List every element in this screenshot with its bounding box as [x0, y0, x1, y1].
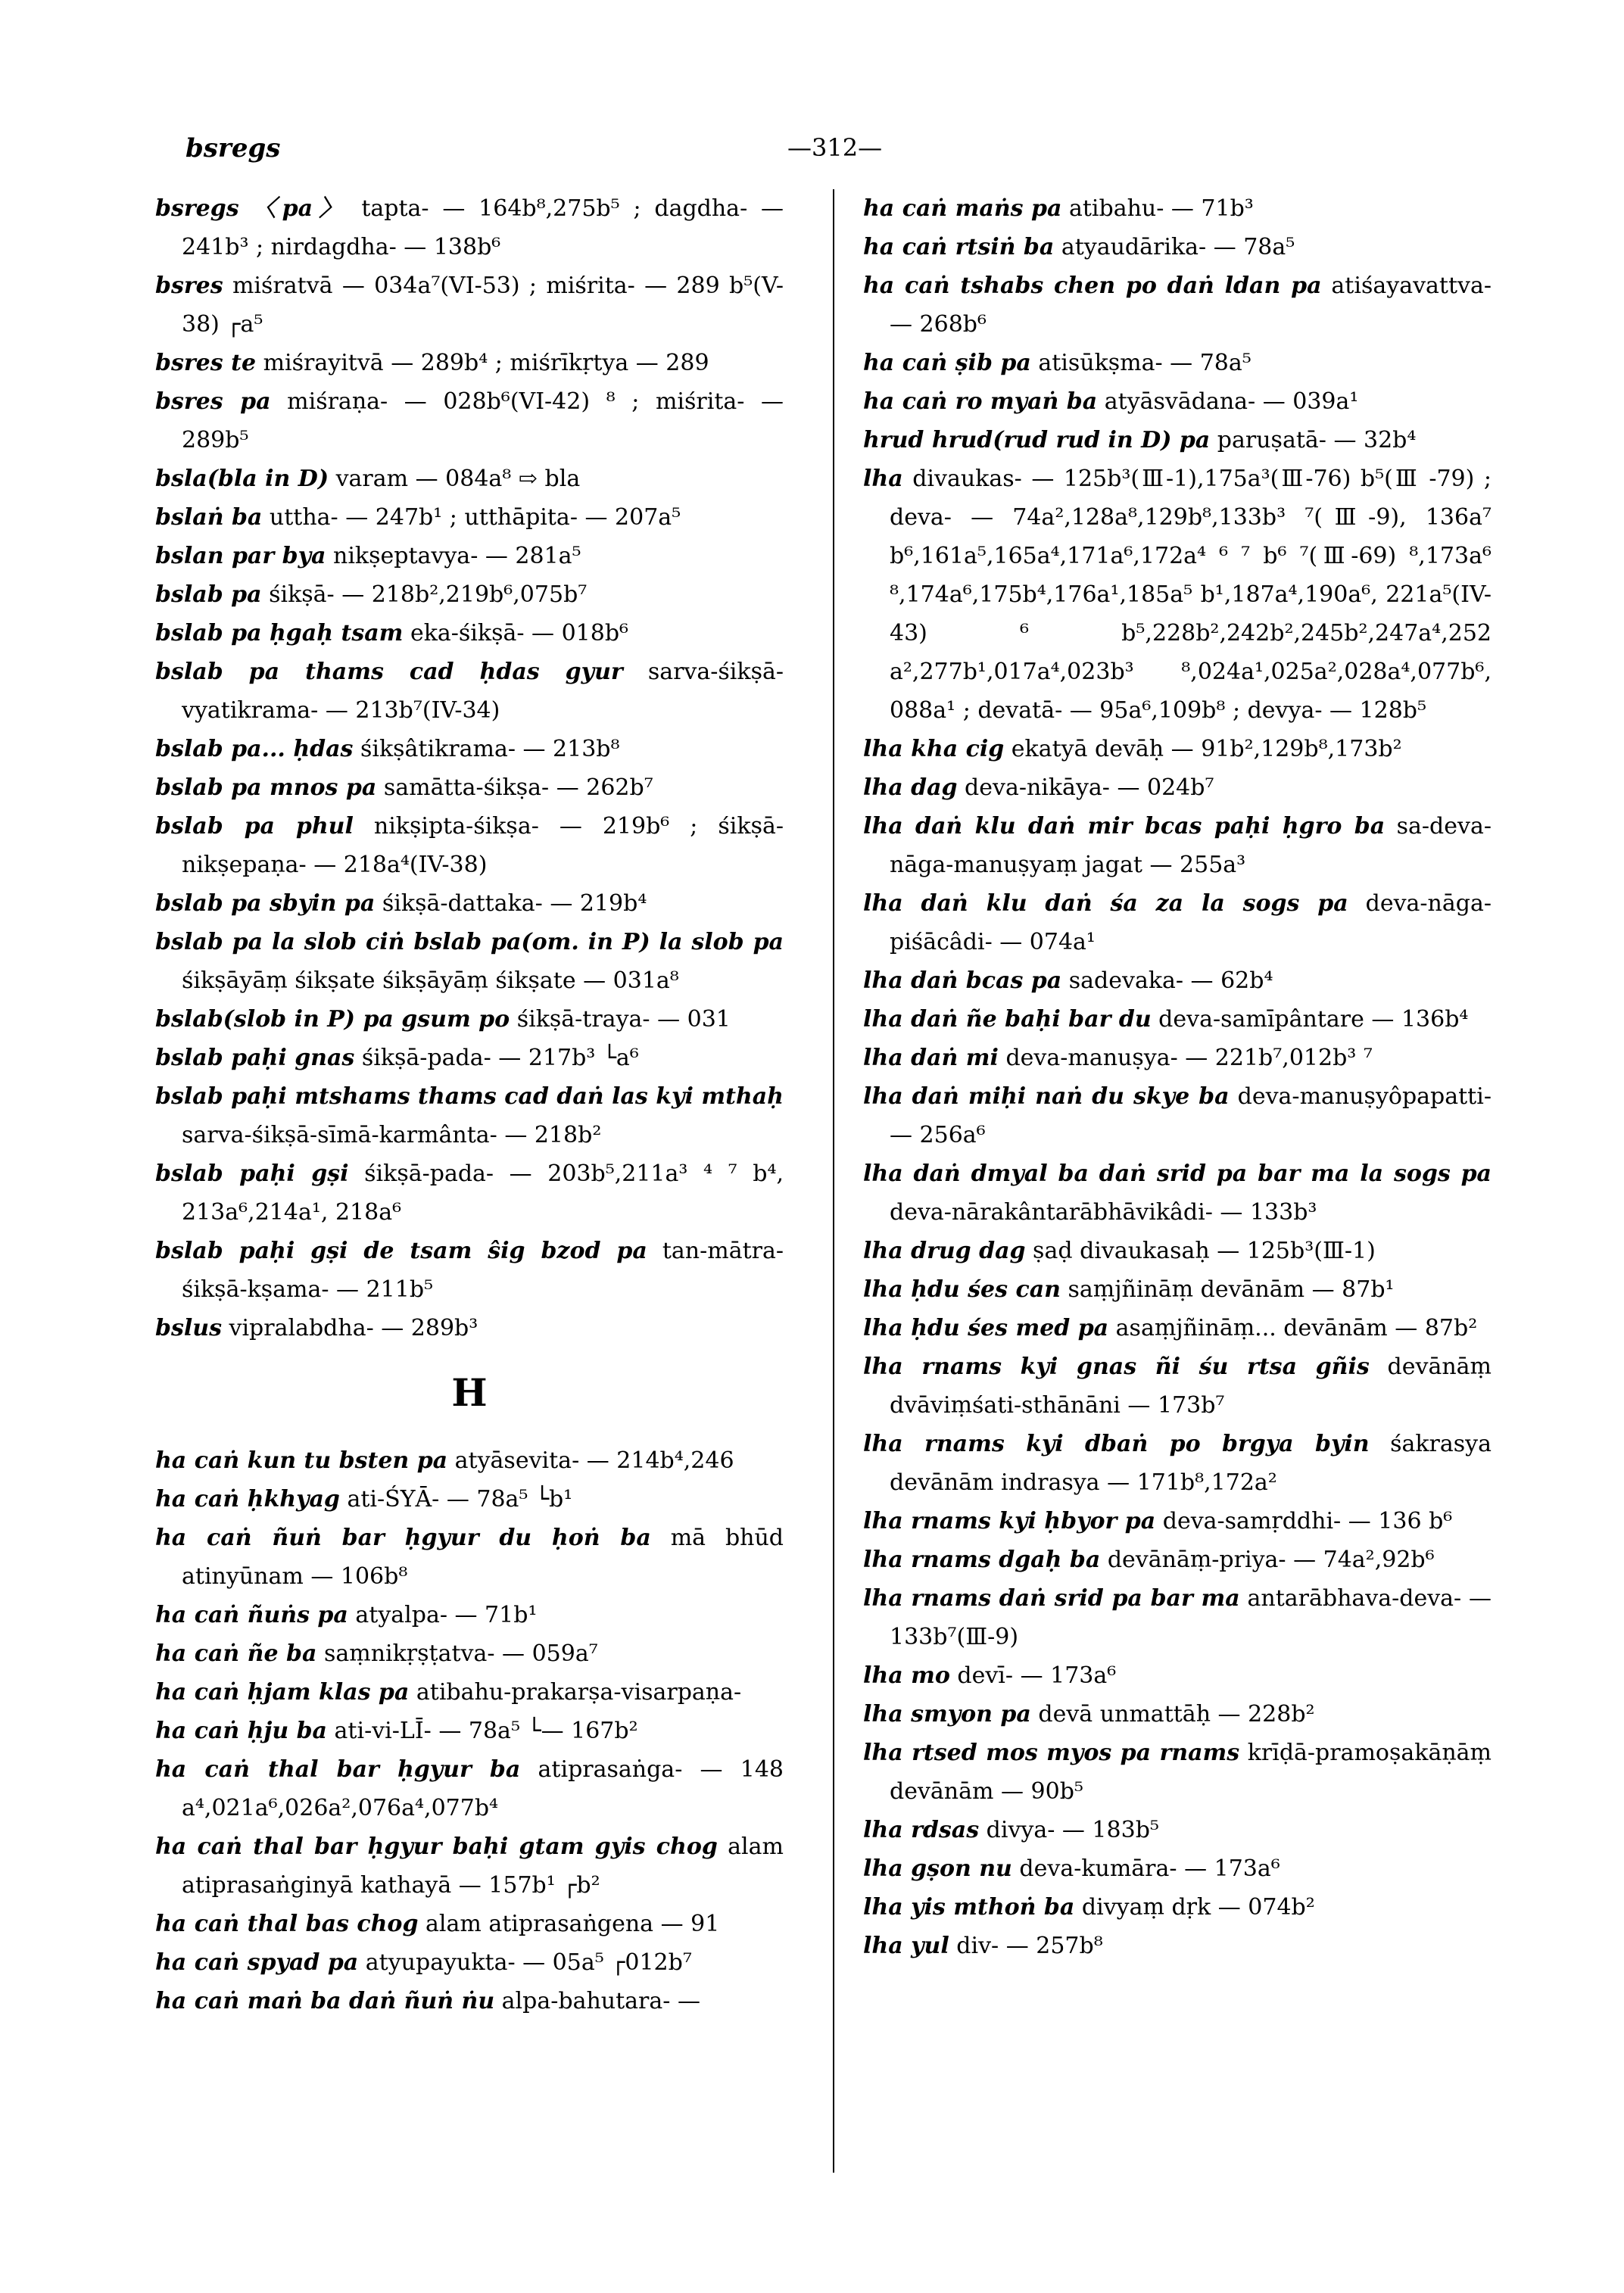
dictionary-entry: [155, 575, 784, 614]
entry-headword: lha daṅ dmyal ba daṅ srid pa bar ma la sogs pa: [863, 1161, 1492, 1187]
entry-headword: lha daṅ mi: [863, 1045, 999, 1071]
dictionary-entry: [863, 1077, 1492, 1154]
entry-headword: ha caṅ spyad pa: [155, 1949, 359, 1976]
entry-headword: ha caṅ ṣib pa: [863, 350, 1031, 376]
dictionary-entry: [155, 344, 784, 382]
entry-headword: ha caṅ ro myaṅ ba: [863, 388, 1098, 415]
entry-translation: deva-samṛddhi- — 136 b⁶: [1162, 1508, 1453, 1534]
dictionary-entry: [155, 1982, 784, 2020]
dictionary-entry: [863, 1425, 1492, 1502]
dictionary-entry: [863, 961, 1492, 1000]
entry-translation: alpa-bahutara- —: [501, 1988, 700, 2014]
dictionary-entry: [155, 266, 784, 344]
entry-headword: lha gṣon nu: [863, 1855, 1012, 1882]
entry-translation: atibahu-prakarṣa-visarpaṇa-: [416, 1679, 742, 1706]
dictionary-entry: [155, 653, 784, 730]
dictionary-entry: [863, 768, 1492, 807]
entry-translation: saṃjñināṃ devānām — 87b¹: [1068, 1276, 1395, 1303]
entry-headword: lha ḥdu śes can: [863, 1276, 1061, 1303]
entry-translation: devā unmattāḥ — 228b²: [1038, 1701, 1315, 1728]
dictionary-entry: [863, 1541, 1492, 1579]
dictionary-entry: [863, 1579, 1492, 1656]
entry-headword: ha caṅ ñuṅ bar ḥgyur du ḥoṅ ba: [155, 1525, 651, 1551]
dictionary-entry: [155, 1039, 784, 1077]
entry-headword: bslab pa la slob ciṅ bslab pa(om. in P) la slob pa: [155, 929, 784, 955]
entry-translation: sarva-śikṣā-vyatikrama- — 213b⁷(IV-34): [182, 659, 784, 724]
entry-translation: atisūkṣma- — 78a⁵: [1038, 350, 1252, 376]
entry-headword: ha caṅ maṅ ba daṅ ñuṅ ṅu: [155, 1988, 495, 2014]
entry-translation: deva-nāga-piśācâdi- — 074a¹: [890, 890, 1492, 955]
entry-translation: atyalpa- — 71b¹: [355, 1602, 538, 1628]
entry-headword: ha caṅ thal bas chog: [155, 1911, 419, 1937]
dictionary-entry: [155, 614, 784, 653]
dictionary-entry: [863, 1888, 1492, 1927]
entry-headword: lha mo: [863, 1662, 950, 1689]
entry-translation: divya- — 183b⁵: [986, 1817, 1159, 1843]
entry-headword: ha caṅ kun tu bsten pa: [155, 1447, 448, 1474]
dictionary-entry: [155, 1232, 784, 1309]
dictionary-entry: [863, 884, 1492, 961]
dictionary-entry: [155, 1943, 784, 1982]
entry-headword: bsres: [155, 273, 223, 299]
entry-headword: bslab pa: [155, 581, 262, 608]
dictionary-entry: [863, 730, 1492, 768]
dictionary-entry: [863, 1309, 1492, 1347]
dictionary-entry: [155, 460, 784, 498]
dictionary-entry: [863, 460, 1492, 730]
running-head: bsregs: [185, 133, 281, 164]
dictionary-entry: [155, 1827, 784, 1905]
entry-translation: mā bhūd atinyūnam — 106b⁸: [182, 1525, 784, 1590]
entry-translation: tapta- — 164b⁸,275b⁵ ; dagdha- — 241b³ ; nirdagdha- — 138b⁶: [182, 195, 784, 260]
entry-translation: śikṣā- — 218b²,219b⁶,075b⁷: [269, 581, 588, 608]
entry-translation: uttha- — 247b¹ ; utthāpita- — 207a⁵: [269, 504, 681, 531]
entry-headword: lha daṅ bcas pa: [863, 967, 1062, 994]
dictionary-entry: [155, 1441, 784, 1480]
entry-headword: ha caṅ ñe ba: [155, 1640, 317, 1667]
left-column: [155, 189, 784, 2020]
dictionary-entry: [155, 382, 784, 460]
entry-headword: bslab pa phul: [155, 813, 354, 840]
dictionary-entry: [155, 1154, 784, 1232]
entry-headword: bsres te: [155, 350, 257, 376]
entry-translation: śakrasya devānām indrasya — 171b⁸,172a²: [890, 1431, 1492, 1496]
entry-translation: sarva-śikṣā-sīmā-karmânta- — 218b²: [182, 1122, 602, 1148]
entry-headword: bsregs 〈pa〉: [155, 195, 348, 222]
entry-headword: bslab paḥi gṣi: [155, 1161, 349, 1187]
entry-translation: deva-manuṣya- — 221b⁷,012b³ ⁷: [1005, 1045, 1373, 1071]
dictionary-entry: [863, 1232, 1492, 1270]
entry-translation: ekatyā devāḥ — 91b²,129b⁸,173b²: [1011, 736, 1402, 762]
entry-translation: devānāṃ dvāviṃśati-sthānāni — 173b⁷: [890, 1354, 1492, 1419]
entry-headword: lha drug dag: [863, 1238, 1026, 1264]
entry-headword: bslab pa mnos pa: [155, 774, 377, 801]
dictionary-entry: [155, 768, 784, 807]
entry-translation: deva-nikāya- — 024b⁷: [965, 774, 1214, 801]
dictionary-entry: [155, 1750, 784, 1827]
entry-translation: paruṣatā- — 32b⁴: [1217, 427, 1417, 453]
entry-headword: lha rnams daṅ srid pa bar ma: [863, 1585, 1240, 1612]
entry-translation: deva-nārakântarābhāvikâdi- — 133b³: [890, 1199, 1317, 1226]
dictionary-entry: [863, 266, 1492, 344]
entry-headword: bslab pa thams cad ḥdas gyur: [155, 659, 623, 685]
entry-headword: bslab pa ḥgaḥ tsam: [155, 620, 404, 646]
dictionary-entry: [155, 1309, 784, 1347]
dictionary-entry: [155, 498, 784, 537]
entry-headword: lha rdsas: [863, 1817, 980, 1843]
entry-translation: śikṣāyāṃ śikṣate śikṣāyāṃ śikṣate — 031a⁸: [182, 967, 679, 994]
entry-translation: devī- — 173a⁶: [957, 1662, 1117, 1689]
entry-headword: lha daṅ miḥi naṅ du skye ba: [863, 1083, 1230, 1110]
dictionary-entry: [155, 730, 784, 768]
entry-translation: deva-kumāra- — 173a⁶: [1019, 1855, 1280, 1882]
dictionary-entry: [863, 228, 1492, 266]
entry-headword: lha rnams kyi dbaṅ po brgya byin: [863, 1431, 1370, 1457]
entry-translation: śikṣā-traya- — 031: [516, 1006, 731, 1033]
entry-headword: bsres pa: [155, 388, 271, 415]
entry-translation: miśrayitvā — 289b⁴ ; miśrīkṛtya — 289: [263, 350, 709, 376]
entry-headword: bslab pa sbyin pa: [155, 890, 376, 917]
dictionary-entry: [155, 189, 784, 266]
entry-headword: ha caṅ ḥkhyag: [155, 1486, 340, 1513]
entry-translation: vipralabdha- — 289b³: [229, 1315, 478, 1341]
dictionary-entry: [863, 1849, 1492, 1888]
entry-translation: devānāṃ-priya- — 74a²,92b⁶: [1107, 1547, 1435, 1573]
dictionary-entry: [863, 1039, 1492, 1077]
entry-headword: ha caṅ tshabs chen po daṅ ldan pa: [863, 273, 1322, 299]
entry-headword: lha rtsed mos myos pa rnams: [863, 1740, 1240, 1766]
dictionary-entry: [155, 1634, 784, 1673]
dictionary-entry: [155, 1596, 784, 1634]
entry-headword: lha kha cig: [863, 736, 1005, 762]
dictionary-entry: [863, 1347, 1492, 1425]
page-number: —312—: [787, 133, 883, 162]
entry-headword: ha caṅ ñuṅs pa: [155, 1602, 348, 1628]
dictionary-entry: [155, 1673, 784, 1712]
dictionary-entry: [863, 421, 1492, 460]
entry-translation: miśratvā — 034a⁷(VI-53) ; miśrita- — 289 b⁵(V-38) ┌a⁵: [182, 273, 784, 338]
dictionary-entry: [863, 1656, 1492, 1695]
left-entries: [155, 189, 784, 1347]
dictionary-entry: [863, 1502, 1492, 1541]
entry-translation: krīḍā-pramoṣakāṇāṃ devānām — 90b⁵: [890, 1740, 1492, 1805]
left-h-entries: [155, 1441, 784, 2020]
entry-translation: divyaṃ dṛk — 074b²: [1081, 1894, 1315, 1921]
entry-translation: ati-ŚYĀ- — 78a⁵ └b¹: [347, 1486, 573, 1513]
entry-headword: lha rnams kyi gnas ñi śu rtsa gñis: [863, 1354, 1370, 1380]
entry-headword: hrud hrud(rud rud in D) pa: [863, 427, 1211, 453]
right-entries: [863, 189, 1492, 1965]
dictionary-entry: [863, 1734, 1492, 1811]
entry-translation: varam — 084a⁸ ⇨ bla: [335, 466, 581, 492]
entry-headword: bslan par bya: [155, 543, 326, 569]
entry-translation: samātta-śikṣa- — 262b⁷: [383, 774, 653, 801]
entry-translation: sa-deva-nāga-manuṣyaṃ jagat — 255a³: [890, 813, 1492, 878]
entry-translation: atibahu- — 71b³: [1068, 195, 1254, 222]
entry-translation: śikṣā-dattaka- — 219b⁴: [382, 890, 647, 917]
entry-headword: lha: [863, 466, 903, 492]
entry-translation: alam atiprasaṅgena — 91: [425, 1911, 720, 1937]
entry-translation: antarābhava-deva- — 133b⁷(Ⅲ-9): [890, 1585, 1492, 1650]
entry-translation: śikṣâtikrama- — 213b⁸: [360, 736, 620, 762]
entry-headword: ha caṅ ḥjam klas pa: [155, 1679, 410, 1706]
dictionary-entry: [155, 884, 784, 923]
dictionary-entry: [155, 1077, 784, 1154]
entry-translation: śikṣā-pada- — 203b⁵,211a³ ⁴ ⁷ b⁴, 213a⁶,214a¹, 218a⁶: [182, 1161, 784, 1226]
entry-translation: ati-vi-LĪ- — 78a⁵ └— 167b²: [334, 1718, 638, 1744]
entry-headword: bslab paḥi gṣi de tsam ŝig bzod pa: [155, 1238, 647, 1264]
entry-headword: bslab paḥi gnas: [155, 1045, 355, 1071]
entry-headword: ha caṅ thal bar ḥgyur baḥi gtam gyis chog: [155, 1833, 718, 1860]
entry-translation: atyaudārika- — 78a⁵: [1061, 234, 1295, 260]
entry-translation: nikṣipta-śikṣa- — 219b⁶ ; śikṣā-nikṣepaṇa- — 218a⁴(IV-38): [182, 813, 784, 878]
dictionary-entry: [155, 1000, 784, 1039]
right-column: [863, 189, 1492, 1965]
entry-translation: deva-samīpântare — 136b⁴: [1158, 1006, 1469, 1033]
dictionary-entry: [863, 344, 1492, 382]
entry-headword: ha caṅ rtsiṅ ba: [863, 234, 1055, 260]
entry-headword: bslaṅ ba: [155, 504, 263, 531]
dictionary-entry: [863, 1811, 1492, 1849]
dictionary-entry: [155, 1905, 784, 1943]
entry-translation: atiprasaṅga- — 148 a⁴,021a⁶,026a²,076a⁴,077b⁴: [182, 1756, 784, 1821]
dictionary-entry: [863, 382, 1492, 421]
entry-translation: deva-manuṣyôpapatti- — 256a⁶: [890, 1083, 1492, 1148]
entry-headword: bslab paḥi mtshams thams cad daṅ las kyi mthaḥ: [155, 1083, 784, 1110]
entry-translation: atyāsevita- — 214b⁴,246: [454, 1447, 734, 1474]
entry-headword: lha smyon pa: [863, 1701, 1031, 1728]
entry-translation: sadevaka- — 62b⁴: [1068, 967, 1273, 994]
entry-translation: saṃnikṛṣṭatva- — 059a⁷: [323, 1640, 598, 1667]
entry-translation: atyāsvādana- — 039a¹: [1104, 388, 1359, 415]
entry-translation: div- — 257b⁸: [956, 1933, 1103, 1959]
dictionary-entry: [863, 1695, 1492, 1734]
dictionary-entry: [863, 1270, 1492, 1309]
dictionary-entry: [863, 807, 1492, 884]
column-divider: [833, 189, 834, 2173]
entry-headword: lha yis mthoṅ ba: [863, 1894, 1075, 1921]
entry-headword: lha yul: [863, 1933, 949, 1959]
entry-headword: bsla(bla in D): [155, 466, 329, 492]
entry-translation: divaukas- — 125b³(Ⅲ-1),175a³(Ⅲ-76) b⁵(Ⅲ -79) ; deva- — 74a²,128a⁸,129b⁸,133b³ ⁷(Ⅲ-9), 136a⁷ b⁶,161a⁵,165a⁴,171a⁶,172a⁴ ⁶ ⁷ b⁶ ⁷(Ⅲ-69) ⁸,173a⁶ ⁸,174a⁶,175b⁴,176a¹,185a⁵ b¹,187a⁴,190a⁶, 221a⁵(IV-43) ⁶ b⁵,228b²,242b²,245b²,247a⁴,252 a²,277b¹,017a⁴,023b³ ⁸,024a¹,025a²,028a⁴,077b⁶, 088a¹ ; devatā- — 95a⁶,109b⁸ ; devya- — 128b⁵: [890, 466, 1492, 724]
entry-headword: lha ḥdu śes med pa: [863, 1315, 1109, 1341]
entry-headword: bslab pa... ḥdas: [155, 736, 354, 762]
entry-translation: tan-mātra-śikṣā-kṣama- — 211b⁵: [182, 1238, 784, 1303]
entry-translation: śikṣā-pada- — 217b³ └a⁶: [361, 1045, 639, 1071]
entry-translation: eka-śikṣā- — 018b⁶: [410, 620, 629, 646]
dictionary-entry: [155, 807, 784, 884]
dictionary-entry: [863, 1154, 1492, 1232]
dictionary-entry: [155, 1480, 784, 1519]
entry-headword: bslus: [155, 1315, 222, 1341]
dictionary-entry: [155, 1519, 784, 1596]
entry-headword: lha daṅ klu daṅ śa za la sogs pa: [863, 890, 1348, 917]
entry-headword: ha caṅ ḥju ba: [155, 1718, 327, 1744]
entry-headword: ha caṅ thal bar ḥgyur ba: [155, 1756, 521, 1783]
dictionary-entry: [155, 1712, 784, 1750]
entry-translation: asaṃjñināṃ... devānām — 87b²: [1115, 1315, 1478, 1341]
entry-translation: atiśayavattva- — 268b⁶: [890, 273, 1492, 338]
entry-headword: lha daṅ ñe baḥi bar du: [863, 1006, 1152, 1033]
entry-headword: bslab(slob in P) pa gsum po: [155, 1006, 510, 1033]
entry-translation: miśraṇa- — 028b⁶(VI-42) ⁸ ; miśrita- — 289b⁵: [182, 388, 784, 453]
entry-headword: lha daṅ klu daṅ mir bcas paḥi ḥgro ba: [863, 813, 1386, 840]
entry-headword: ha caṅ maṅs pa: [863, 195, 1062, 222]
dictionary-entry: [863, 1000, 1492, 1039]
entry-headword: lha rnams kyi ḥbyor pa: [863, 1508, 1156, 1534]
section-letter: H: [451, 1370, 488, 1415]
entry-translation: atyupayukta- — 05a⁵ ┌012b⁷: [365, 1949, 692, 1976]
entry-translation: nikṣeptavya- — 281a⁵: [333, 543, 581, 569]
dictionary-entry: [155, 923, 784, 1000]
entry-translation: alam atiprasaṅginyā kathayā — 157b¹ ┌b²: [182, 1833, 784, 1899]
dictionary-entry: [863, 1927, 1492, 1965]
entry-headword: lha rnams dgaḥ ba: [863, 1547, 1101, 1573]
entry-headword: lha dag: [863, 774, 958, 801]
dictionary-entry: [155, 537, 784, 575]
entry-translation: ṣaḍ divaukasaḥ — 125b³(Ⅲ-1): [1033, 1238, 1376, 1264]
dictionary-entry: [863, 189, 1492, 228]
